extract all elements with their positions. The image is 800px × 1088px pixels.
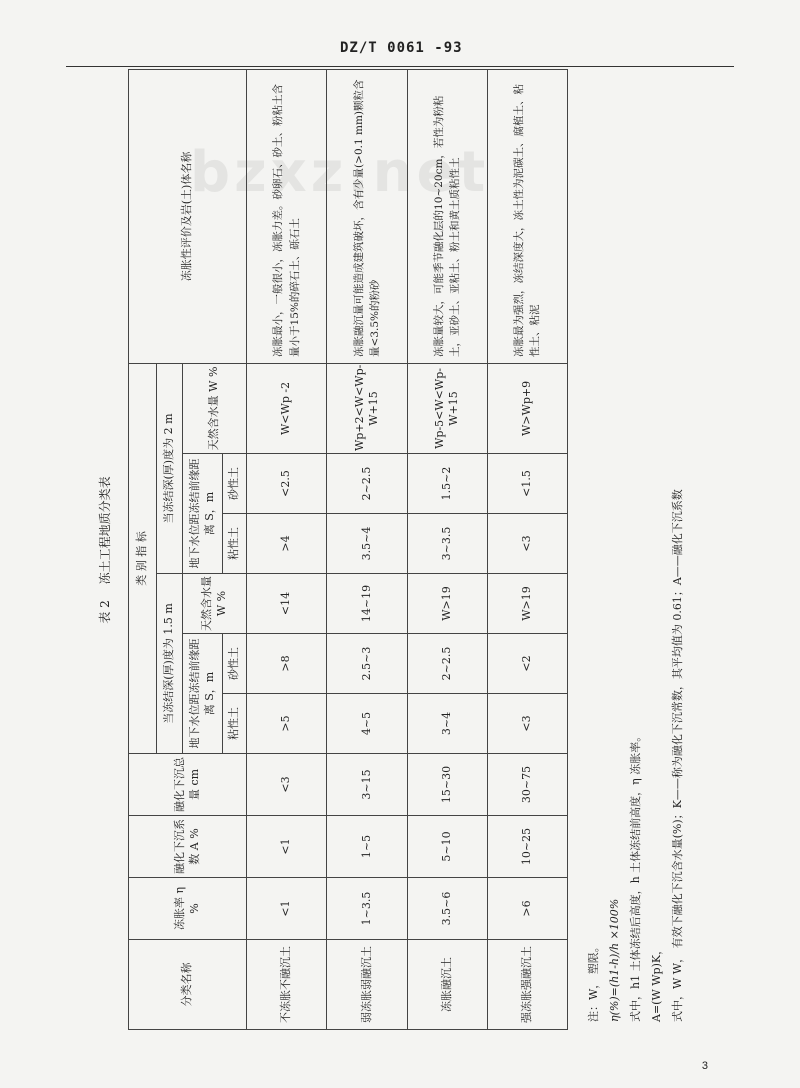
cell-description: 冻胀最小，一般很小，冻胀力差。砂卵石、砂土、粉粘土含量小于15%的碎石土、砾石土 xyxy=(247,69,327,363)
header-rule xyxy=(66,66,734,67)
header-perennial-water: 天然含水量 W % xyxy=(183,363,247,453)
cell-category: 强冻胀强融沉土 xyxy=(487,940,567,1030)
header-thaw-total: 融化下沉总量 cm xyxy=(129,754,247,816)
cell-seasonal-sand: 2~2.5 xyxy=(407,634,487,694)
cell-perennial-water: W<Wp -2 xyxy=(247,363,327,453)
cell-seasonal-clay: 3~4 xyxy=(407,694,487,754)
cell-description: 冻胀量较大，可能季节融化层的10~20cm，若性为粉粘土，亚砂土、亚粘土、粉土和黄土质粘性土 xyxy=(407,69,487,363)
table-notes xyxy=(584,82,688,1022)
cell-thaw-total: <3 xyxy=(247,754,327,816)
header-seasonal-water: 天然含水量 W % xyxy=(183,574,247,634)
note-formula: η(%)=(h1-h)/h ×100% xyxy=(607,898,621,1022)
cell-seasonal-sand: >8 xyxy=(247,634,327,694)
cell-perennial-clay: 3~3.5 xyxy=(407,514,487,574)
cell-thaw-total: 15~30 xyxy=(407,754,487,816)
cell-frost-heave: 1~3.5 xyxy=(327,878,407,940)
header-properties: 冻胀性评价及岩(土)体名称 xyxy=(129,69,247,363)
cell-frost-heave: 3.5~6 xyxy=(407,878,487,940)
header-thaw-coef: 融化下沉系数 A % xyxy=(129,816,247,878)
note-line: A=(W Wp)K， xyxy=(649,943,663,1022)
cell-seasonal-water: <14 xyxy=(247,574,327,634)
header-clay: 粘性土 xyxy=(223,514,247,574)
header-seasonal: 当冻结深(厚)度为 1.5 m xyxy=(157,574,183,754)
cell-perennial-sand: <2.5 xyxy=(247,454,327,514)
cell-seasonal-sand: <2 xyxy=(487,634,567,694)
header-sand: 砂性土 xyxy=(223,454,247,514)
cell-perennial-sand: <1.5 xyxy=(487,454,567,514)
table-row xyxy=(487,69,567,1029)
cell-description: 冻胀最为强烈，冻结深度大，冻土性为泥碳土、腐植土、粘性土、粘泥 xyxy=(487,69,567,363)
header-perennial-distance: 地下水位距冻结前缘距离 S，m xyxy=(183,454,223,574)
standard-code: DZ/T 0061 -93 xyxy=(340,40,463,56)
cell-seasonal-clay: <3 xyxy=(487,694,567,754)
cell-seasonal-sand: 2.5~3 xyxy=(327,634,407,694)
table-row xyxy=(407,69,487,1029)
frozen-soil-classification-table xyxy=(128,69,568,1030)
note-line: 式中，W W， 有效下融化下沉含水量(%)；K——称为融化下沉常数，其平均值为 0.61；A——融化下沉系数 xyxy=(670,489,684,1022)
rotated-table-page xyxy=(90,70,710,1030)
cell-thaw-coef: 1~5 xyxy=(327,816,407,878)
cell-seasonal-water: 14~19 xyxy=(327,574,407,634)
header-clay: 粘性土 xyxy=(223,694,247,754)
cell-seasonal-water: W>19 xyxy=(407,574,487,634)
cell-seasonal-clay: 4~5 xyxy=(327,694,407,754)
cell-seasonal-water: W>19 xyxy=(487,574,567,634)
cell-perennial-sand: 2~2.5 xyxy=(327,454,407,514)
cell-perennial-water: Wp+2<W<Wp-W+15 xyxy=(327,363,407,453)
cell-thaw-coef: 10~25 xyxy=(487,816,567,878)
cell-perennial-water: Wp-5<W<Wp-W+15 xyxy=(407,363,487,453)
note-label: 注：W， 塑限。 xyxy=(587,941,600,1022)
cell-frost-heave: <1 xyxy=(247,878,327,940)
header-category: 分类名称 xyxy=(129,940,247,1030)
header-seasonal-distance: 地下水位距冻结前缘距离 S，m xyxy=(183,634,223,754)
header-frost-heave: 冻胀率 η % xyxy=(129,878,247,940)
cell-category: 不冻胀不融沉土 xyxy=(247,940,327,1030)
caption-title: 冻土工程地质分类表 xyxy=(98,476,112,585)
cell-perennial-clay: <3 xyxy=(487,514,567,574)
cell-seasonal-clay: >5 xyxy=(247,694,327,754)
cell-category: 弱冻胀弱融沉土 xyxy=(327,940,407,1030)
header-index-group: 类 别 指 标 xyxy=(129,363,157,753)
page-number: 3 xyxy=(701,1060,708,1072)
cell-perennial-sand: 1.5~2 xyxy=(407,454,487,514)
cell-thaw-total: 3~15 xyxy=(327,754,407,816)
cell-thaw-coef: <1 xyxy=(247,816,327,878)
table-row xyxy=(247,69,327,1029)
cell-thaw-coef: 5~10 xyxy=(407,816,487,878)
header-perennial: 当冻结深(厚)度为 2 m xyxy=(157,363,183,573)
cell-perennial-clay: 3.5~4 xyxy=(327,514,407,574)
cell-perennial-water: W>Wp+9 xyxy=(487,363,567,453)
cell-thaw-total: 30~75 xyxy=(487,754,567,816)
cell-category: 冻胀融沉土 xyxy=(407,940,487,1030)
watermark: bzxz.net xyxy=(190,140,490,205)
cell-description: 冻胀融沉量可能造成建筑破坏，含有少量(>0.1 mm)颗粒含量<3.5%的粉砂 xyxy=(327,69,407,363)
note-line: 式中，h1 土体冻结后高度，h 土体冻结前高度，η 冻胀率。 xyxy=(628,730,642,1022)
header-sand: 砂性土 xyxy=(223,634,247,694)
cell-perennial-clay: >4 xyxy=(247,514,327,574)
table-caption xyxy=(96,70,113,1030)
caption-number: 表 2 xyxy=(98,600,112,624)
table-row xyxy=(327,69,407,1029)
cell-frost-heave: >6 xyxy=(487,878,567,940)
